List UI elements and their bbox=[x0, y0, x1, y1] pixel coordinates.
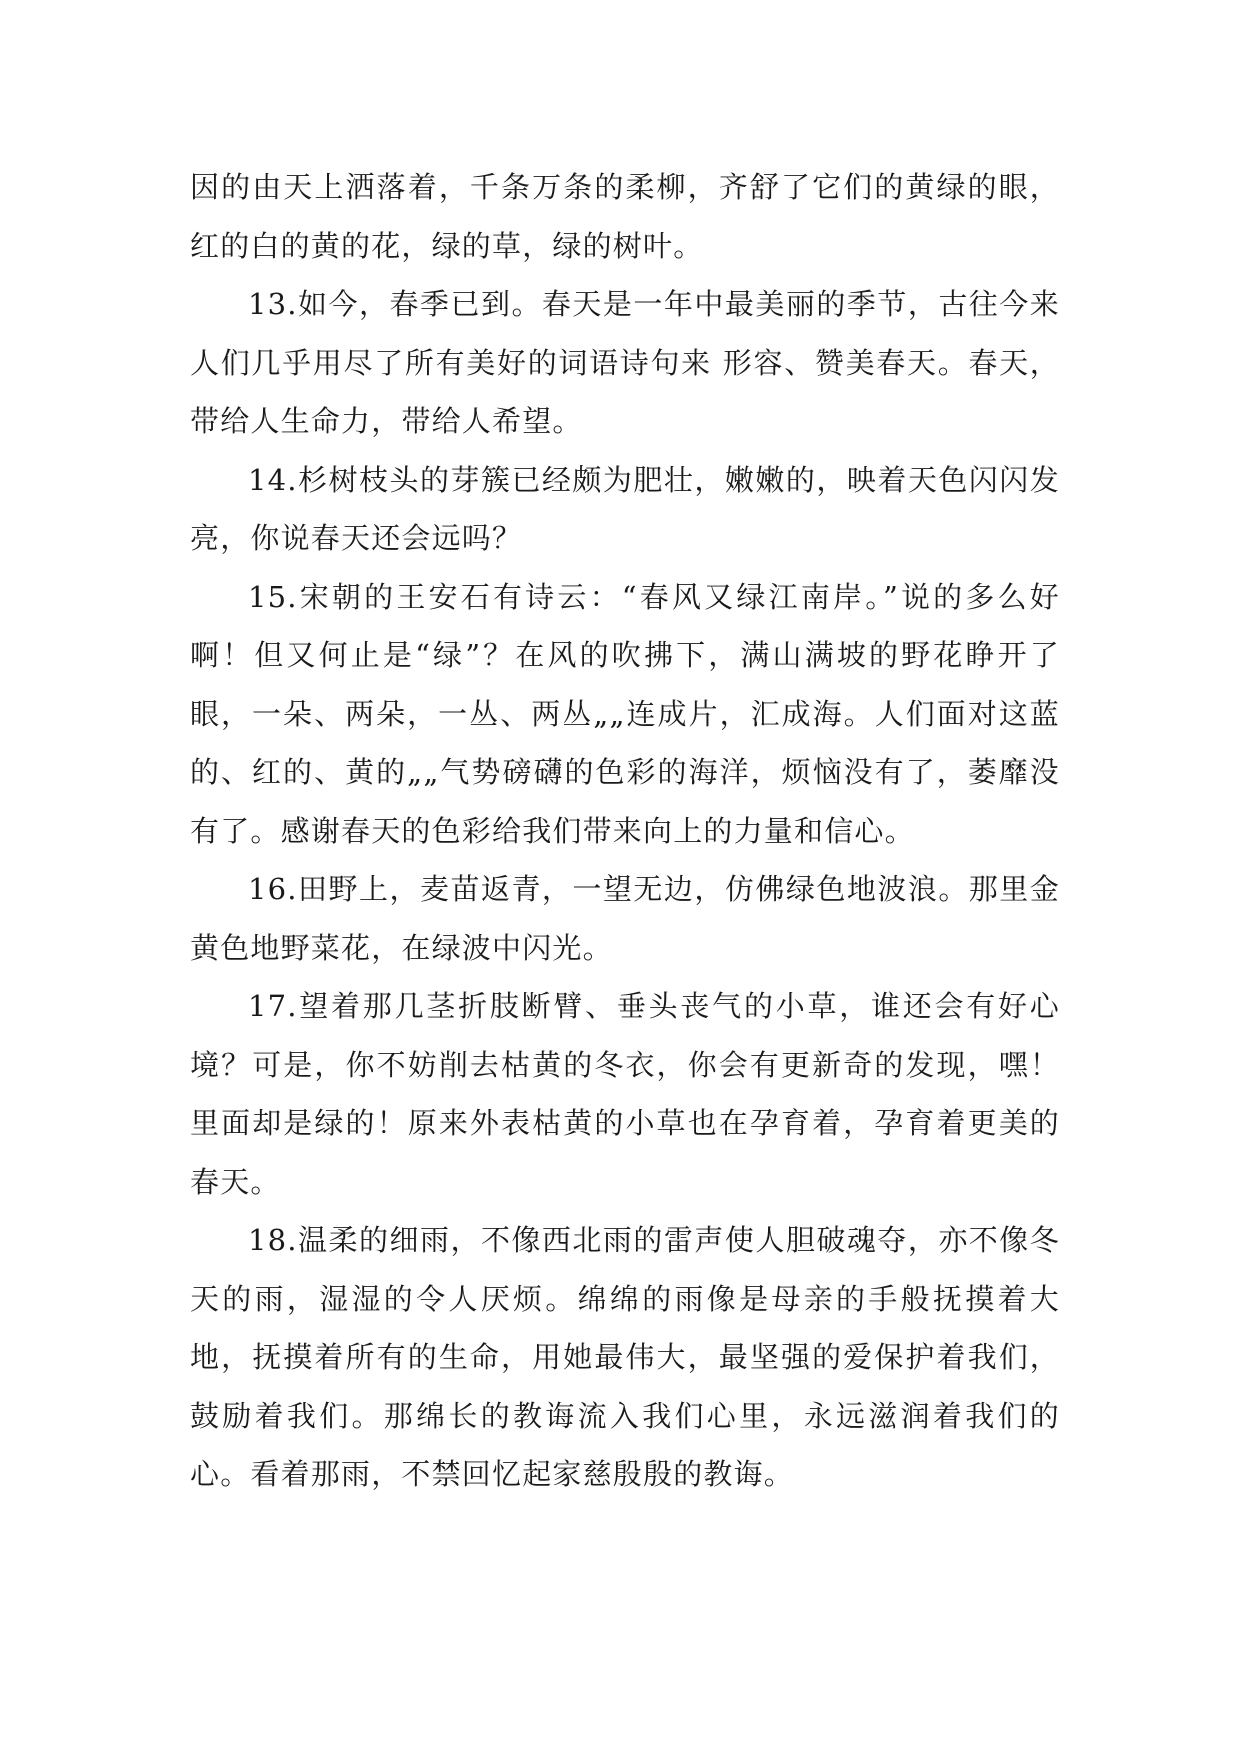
paragraph-16: 16.田野上，麦苗返青，一望无边，仿佛绿色地波浪。那里金黄色地野菜花，在绿波中闪光。 bbox=[190, 872, 1060, 965]
paragraph-continuation: 因的由天上洒落着，千条万条的柔柳，齐舒了它们的黄绿的眼，红的白的黄的花，绿的草，绿的树叶。 bbox=[190, 170, 1060, 263]
paragraph-13: 13.如今，春季已到。春天是一年中最美丽的季节，古往今来人们几乎用尽了所有美好的词语诗句来 形容、赞美春天。春天，带给人生命力，带给人希望。 bbox=[190, 287, 1060, 438]
paragraph-17: 17.望着那几茎折肢断臂、垂头丧气的小草，谁还会有好心境？可是，你不妨削去枯黄的冬衣，你会有更新奇的发现，嘿！里面却是绿的！原来外表枯黄的小草也在孕育着，孕育着更美的春天。 bbox=[190, 989, 1060, 1199]
paragraph-14: 14.杉树枝头的芽簇已经颇为肥壮，嫩嫩的，映着天色闪闪发亮，你说春天还会远吗？ bbox=[190, 462, 1060, 555]
paragraph-15: 15.宋朝的王安石有诗云：“春风又绿江南岸。”说的多么好啊！但又何止是“绿”？在风的吹拂下，满山满坡的野花睁开了眼，一朵、两朵，一丛、两丛„„连成片，汇成海。人们面对这蓝的、红的、黄的„„气势磅礴的色彩的海洋，烦恼没有了，萎靡没有了。感谢春天的色彩给我们带来向上的力量和信心。 bbox=[190, 579, 1060, 848]
paragraph-18: 18.温柔的细雨，不像西北雨的雷声使人胆破魂夺，亦不像冬天的雨，湿湿的令人厌烦。绵绵的雨像是母亲的手般抚摸着大地，抚摸着所有的生命，用她最伟大，最坚强的爱保护着我们，鼓励着我们。那绵长的教诲流入我们心里，永远滋润着我们的心。看着那雨，不禁回忆起家慈殷殷的教诲。 bbox=[190, 1223, 1060, 1491]
document-body bbox=[190, 158, 1060, 1504]
